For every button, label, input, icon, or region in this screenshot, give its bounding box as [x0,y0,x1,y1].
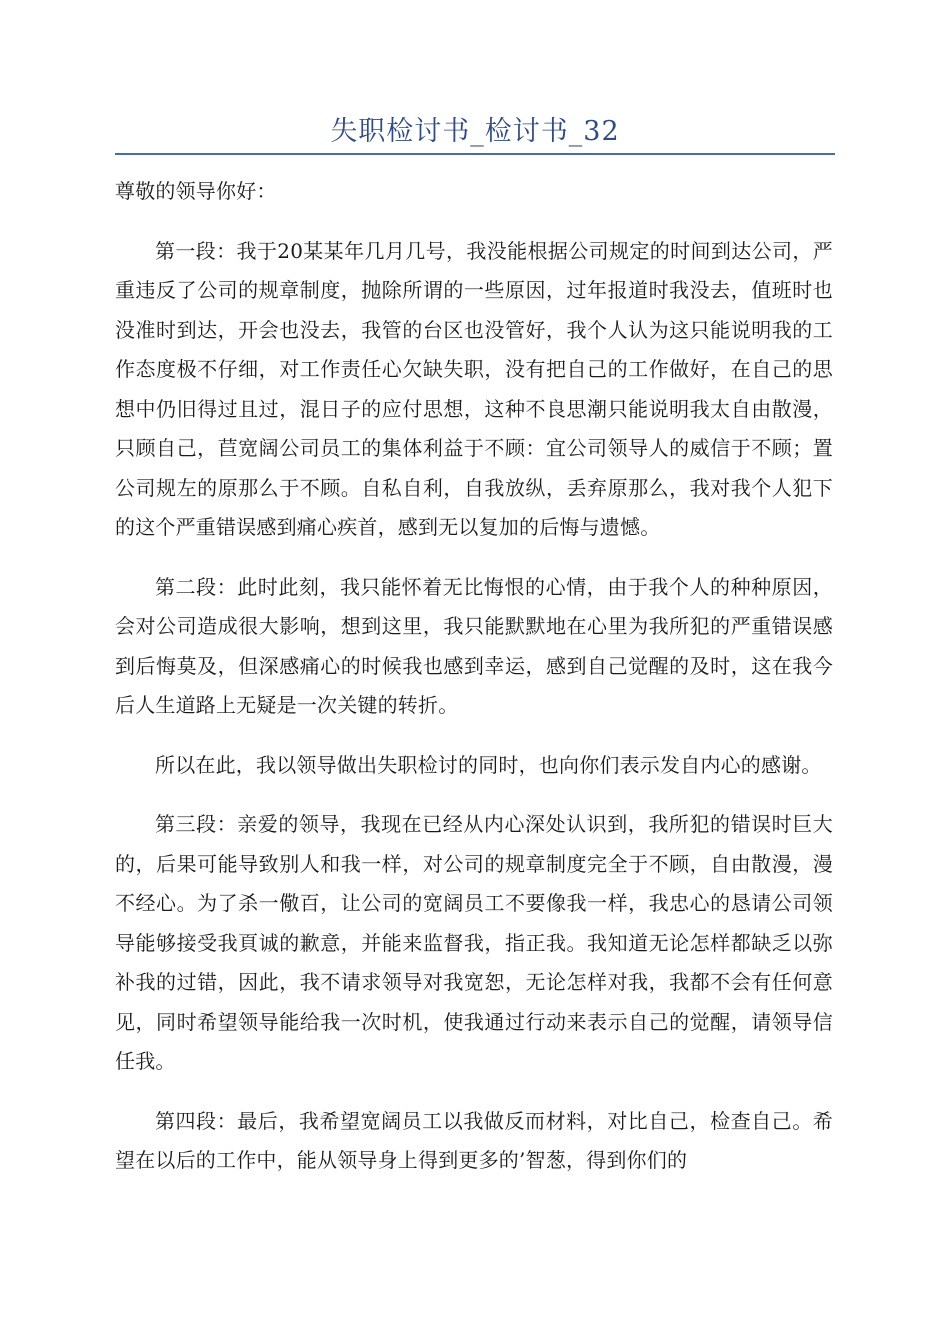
document-title: 失职检讨书_检讨书_32 [330,116,620,147]
paragraph-4: 第三段：亲爱的领导，我现在已经从内心深处认识到，我所犯的错误时巨大的，后果可能导致别人和我一样，对公司的规章制度完全于不顾，自由散漫，漫不经心。为了杀一儆百，让公司的宽阔员工不要像我一样，我忠心的恳请公司领导能够接受我頁诚的歉意，并能来监督我，指正我。我知道无论怎样都缺乏以弥补我的过错，因此，我不请求领导对我宽恕，无论怎样对我，我都不会有任何意见，同时希望领导能给我一次时机，使我通过行动来表示自己的觉醒，请领导信任我。 [115,812,833,1073]
paragraph-1: 第一段：我于20某某年几月几号，我没能根据公司规定的时间到达公司，严重违反了公司的规章制度，抛除所谓的一些原因，过年报道时我没去，值班时也没准时到达，开会也没去，我管的台区也没管好，我个人认为这只能说明我的工作态度极不仔细，对工作责任心欠缺失职，没有把自己的工作做好，在自己的思想中仍旧得过且过，混日子的应付思想，这种不良思潮只能说明我太自由散漫，只顾自己，苣宽阔公司员工的集体利益于不顾：宜公司领导人的威信于不顾；置公司规左的原那么于不顾。自私自利，自我放纵，丢弃原那么，我对我个人犯下的这个严重错误感到痛心疾首，感到无以复加的后悔与遗憾。 [115,238,833,539]
document-body [115,172,833,1201]
paragraph-2: 第二段：此时此刻，我只能怀着无比悔恨的心情，由于我个人的种种原因，会对公司造成很大影响，想到这里，我只能默默地在心里为我所犯的严重错误感到后悔莫及，但深感痛心的时候我也感到幸运，感到自己觉醒的及时，这在我今后人生道路上无疑是一次关键的转折。 [115,574,833,717]
title-underline [115,153,835,155]
salutation: 尊敬的领导你好： [115,179,277,203]
paragraph-5: 第四段：最后，我希望宽阔员工以我做反而材料，对比自己，检查自己。希望在以后的工作中，能从领导身上得到更多的’智葱，得到你们的 [115,1108,833,1172]
paragraph-3: 所以在此，我以领导做出失职检讨的同时，也向你们表示发自内心的感谢。 [155,752,822,777]
